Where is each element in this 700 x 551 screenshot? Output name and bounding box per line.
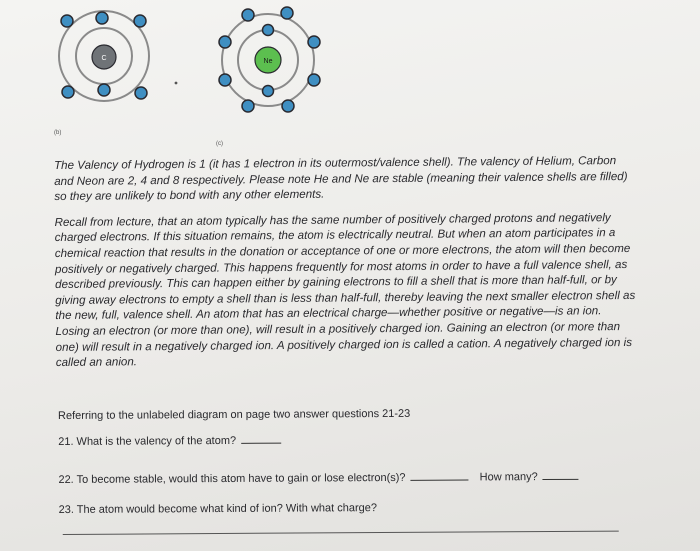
question-22-text: 22. To become stable, would this atom have to gain or lose electron(s)?	[58, 471, 406, 486]
carbon-electron	[135, 87, 147, 99]
neon-nucleus-label: Ne	[263, 58, 273, 65]
question-21	[58, 433, 281, 448]
neon-electron	[308, 74, 320, 86]
question-section	[58, 407, 628, 516]
carbon-electron	[98, 84, 110, 96]
answer-line-23[interactable]	[63, 531, 619, 535]
reading-passage	[54, 153, 636, 381]
neon-electron	[308, 36, 320, 48]
neon-electron	[282, 100, 294, 112]
figure-label-c: (c)	[216, 141, 223, 147]
stray-dot	[175, 82, 178, 85]
paragraph-valency: The Valency of Hydrogen is 1 (it has 1 electron in its outermost/valence shell). The valency of Helium, Carbon and Neon are 2, 4 and 8 respectively. Please note He and Ne are stable (meaning their valence shells are filled) so they are unlikely to bond with any other elements.	[54, 154, 628, 204]
atom-diagrams	[0, 0, 700, 150]
neon-electron	[219, 36, 231, 48]
neon-electron	[242, 100, 254, 112]
question-22-followup: How many?	[479, 471, 538, 484]
carbon-electron	[62, 86, 74, 98]
carbon-electron	[96, 12, 108, 24]
neon-electron	[263, 25, 274, 36]
question-21-text: 21. What is the valency of the atom?	[58, 434, 237, 448]
neon-electron	[242, 9, 254, 21]
carbon-electron	[134, 15, 146, 27]
question-23-text: 23. The atom would become what kind of ion? With what charge?	[58, 502, 378, 516]
neon-electron	[219, 74, 231, 86]
paragraph-ions: Recall from lecture, that an atom typically has the same number of positively charged protons and negatively charged electrons. If this situation remains, the atom is electrically neutral. But when an atom participates in a chemical reaction that results in the donation or acceptance of one or more electrons, the atom will then become positively or negatively charged. This happens frequently for most atoms in order to have a full valence shell, as described previously. This can happen either by gaining electrons to fill a shell that is more than half-full, or by giving away electrons to empty a shell than is less than half-full, thereby leaving the next smaller electron shell as the new, full, valence shell. An atom that has an electrical charge—whether positive or negative—is an ion. Losing an electron (or more than one), will result in a positively charged ion. Gaining an electron (or more than one) will result in a negatively charged ion. A positively charged ion is called a cation. A negatively charged ion is called an anion.	[54, 210, 636, 370]
question-23	[59, 502, 377, 516]
answer-blank-21[interactable]	[241, 433, 281, 444]
answer-blank-22-count[interactable]	[543, 469, 579, 480]
answer-blank-22[interactable]	[411, 469, 469, 480]
carbon-electron	[61, 15, 73, 27]
neon-atom-diagram	[219, 7, 320, 112]
questions-intro-text: Referring to the unlabeled diagram on page two answer questions 21-23	[58, 407, 411, 422]
figure-label-b: (b)	[54, 130, 62, 136]
questions-intro	[58, 408, 410, 422]
carbon-nucleus-label: C	[101, 55, 107, 62]
neon-electron	[281, 7, 293, 19]
neon-electron	[263, 86, 274, 97]
carbon-atom-diagram	[59, 11, 149, 101]
question-22	[58, 469, 578, 486]
